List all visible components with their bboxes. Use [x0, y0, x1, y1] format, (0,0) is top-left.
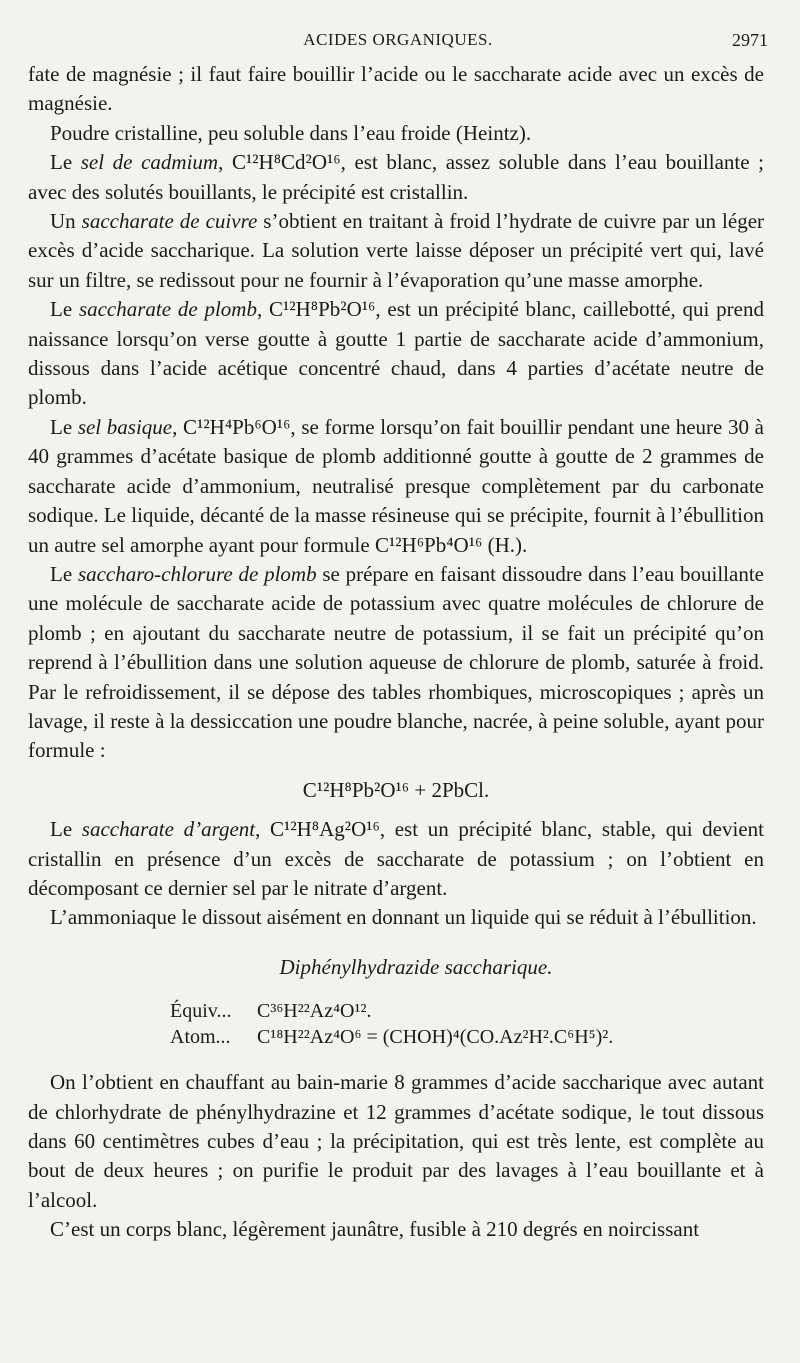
- page-number: 2971: [732, 30, 768, 50]
- atom-row: [170, 1024, 764, 1050]
- text: Le: [50, 297, 79, 322]
- paragraph-1: fate de magnésie ; il faut faire bouillir l’acide ou le saccharate acide avec un excès de magnésie.: [28, 62, 764, 116]
- text: se prépare en faisant dissoudre dans l’eau bouillante une molécule de saccharate acide de potassium avec quatre molécules de chlorure de plomb ; en ajoutant du saccharate neutre de potassium, il se fait un précipité qu’on reprend à l’ébullition dans une solution aqueuse de chlorure de plomb, saturée à froid. Par le refroidissement, il se dépose des tables rhombiques, microscopiques ; après un lavage, il reste à la dessiccation une poudre blanche, nacrée, à peine soluble, ayant pour formule :: [28, 561, 764, 763]
- atom-formula: C¹⁸H²²Az⁴O⁶ = (CHOH)⁴(CO.Az²H².C⁶H⁵)².: [257, 1026, 614, 1049]
- term-sel-basique: sel basique: [77, 414, 173, 439]
- text: Le: [50, 150, 81, 175]
- running-header: [28, 30, 768, 58]
- formula-saccharo-chlorure: C¹²H⁸Pb²O¹⁶ + 2PbCl.: [302, 777, 490, 802]
- term-saccharate-d-argent: saccharate d’argent: [81, 817, 256, 842]
- text: , C¹²H⁸Cd²O¹⁶, est blanc, assez soluble dans l’eau bouillante ; avec des solutés bouillants, le précipité est cristallin.: [28, 150, 764, 204]
- text: s’obtient en traitant à froid l’hydrate de cuivre par un léger excès d’acide saccharique. La solution verte laisse déposer un précipité vert qui, lavé sur un filtre, se redissout pour ne fournir à l’évaporation qu’une masse amorphe.: [28, 209, 765, 292]
- paragraph-preparation: On l’obtient en chauffant au bain-marie 8 grammes d’acide saccharique avec autant de chlorhydrate de phénylhydrazine et 12 grammes d’acétate sodique, le tout dissous dans 60 centimètres cubes d’eau ; la précipitation, qui est très lente, est complète au bout de deux heures ; on purifie le produit par des lavages à l’eau bouillante et à l’alcool.: [28, 1070, 764, 1212]
- equiv-row: [170, 998, 764, 1024]
- paragraph-2: Poudre cristalline, peu soluble dans l’eau froide (Heintz).: [50, 120, 532, 145]
- atom-label: Atom...: [170, 1026, 231, 1049]
- term-saccharo-chlorure-de-plomb: saccharo-chlorure de plomb: [77, 561, 317, 586]
- term-sel-de-cadmium: sel de cadmium: [80, 150, 219, 175]
- text: Le: [50, 817, 82, 842]
- text: , C¹²H⁴Pb⁶O¹⁶, se forme lorsqu’on fait bouillir pendant une heure 30 à 40 grammes d’acétate basique de plomb additionné goutte à goutte de 2 grammes de saccharate acide d’ammonium, neutralisé presque complètement par du carbonate sodique. Le liquide, décanté de la masse résineuse qui se précipite, fournit à l’ébullition un autre sel amorphe ayant pour formule C¹²H⁶Pb⁴O¹⁶ (H.).: [28, 414, 764, 557]
- paragraph-ammoniaque: L’ammoniaque le dissout aisément en donnant un liquide qui se réduit à l’ébullition.: [50, 905, 757, 930]
- equiv-formula: C³⁶H²²Az⁴O¹².: [257, 1000, 372, 1023]
- term-saccharate-de-plomb: saccharate de plomb: [78, 297, 257, 322]
- text: , C¹²H⁸Pb²O¹⁶, est un précipité blanc, caillebotté, qui prend naissance lorsqu’on verse goutte à goutte 1 partie de saccharate acide d’ammonium, dissous dans l’acide acétique concentré chaud, dans 4 parties d’acétate neutre de plomb.: [28, 297, 764, 410]
- paragraph-properties: C’est un corps blanc, légèrement jaunâtre, fusible à 210 degrés en noircissant: [50, 1217, 700, 1242]
- equiv-label: Équiv...: [170, 1000, 232, 1023]
- term-saccharate-de-cuivre: saccharate de cuivre: [81, 209, 258, 234]
- text: , C¹²H⁸Ag²O¹⁶, est un précipité blanc, stable, qui devient cristallin en présence d’un excès de saccharate de potassium ; on l’obtient en décomposant ce dernier sel par le nitrate d’argent.: [28, 817, 764, 900]
- paragraph-saccharo-chlorure: [28, 560, 764, 766]
- paragraph-cadmium: [28, 148, 764, 207]
- running-title: ACIDES ORGANIQUES.: [303, 30, 493, 49]
- page-body: [28, 60, 764, 1245]
- text: Le: [50, 414, 78, 439]
- paragraph-cuivre: [28, 207, 764, 295]
- section-heading: Diphénylhydrazide saccharique.: [279, 954, 553, 979]
- paragraph-argent: [28, 815, 764, 903]
- text: Un: [50, 209, 82, 234]
- formula-block: [170, 998, 764, 1050]
- paragraph-plomb: [28, 295, 764, 413]
- paragraph-sel-basique: [28, 413, 764, 560]
- text: Le: [50, 561, 78, 586]
